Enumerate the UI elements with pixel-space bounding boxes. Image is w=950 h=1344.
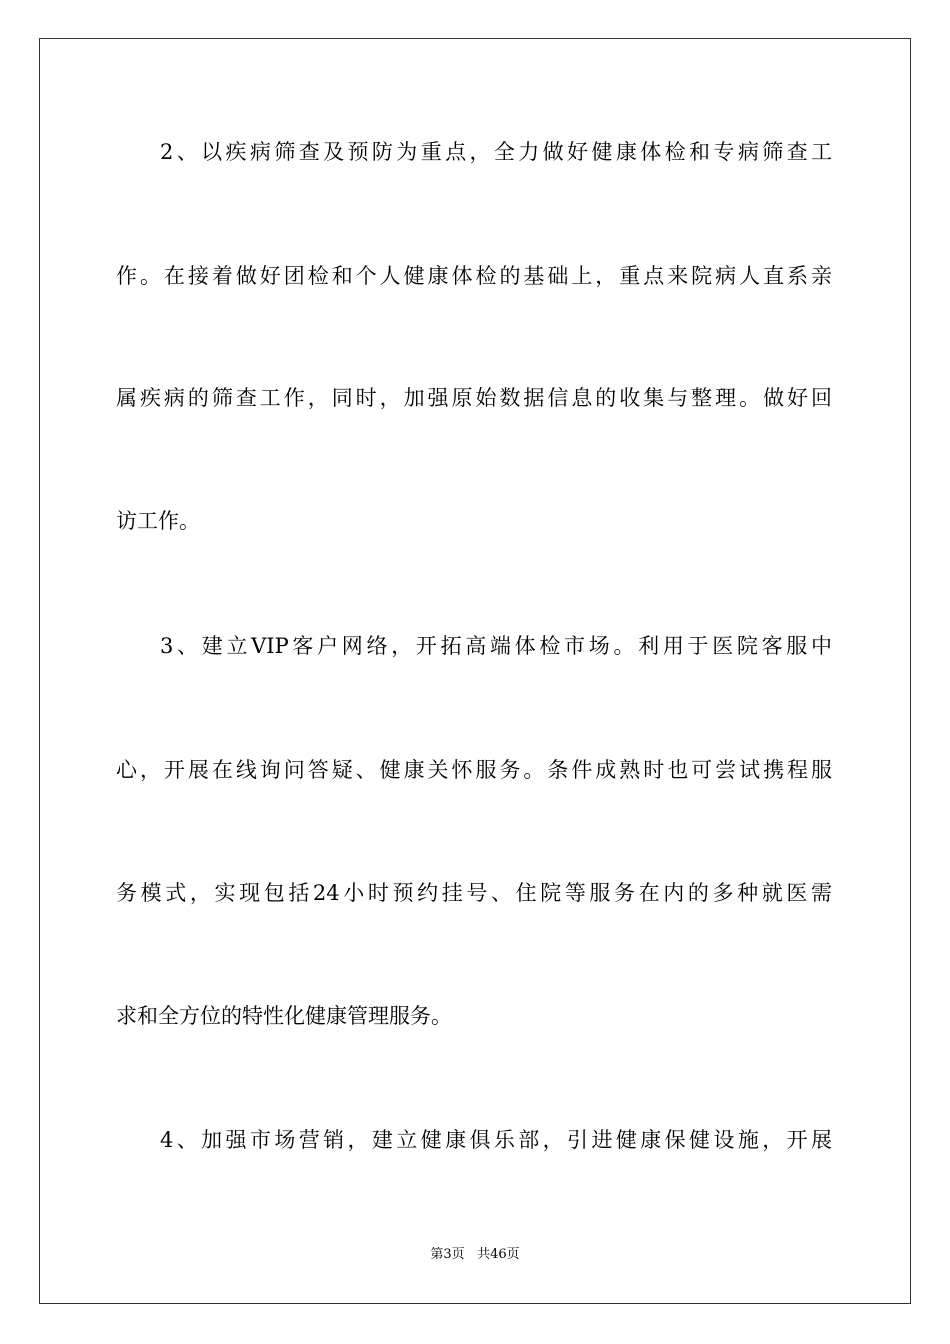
paragraph-3-line-2: 心，开展在线询问答疑、健康关怀服务。条件成熟时也可尝试携程服	[116, 758, 832, 782]
page-number: 第3页	[430, 1247, 465, 1262]
paragraph-2-line-1: 2、以疾病筛查及预防为重点，全力做好健康体检和专病筛查工	[160, 140, 832, 164]
paragraph-2-line-2: 作。在接着做好团检和个人健康体检的基础上，重点来院病人直系亲	[116, 264, 832, 288]
paragraph-3-line-1: 3、建立VIP客户网络，开拓高端体检市场。利用于医院客服中	[160, 634, 832, 658]
paragraph-2-line-3: 属疾病的筛查工作，同时，加强原始数据信息的收集与整理。做好回	[116, 386, 832, 410]
paragraph-4-line-1: 4、加强市场营销，建立健康俱乐部，引进健康保健设施，开展	[160, 1128, 832, 1152]
page-frame	[39, 38, 911, 1304]
paragraph-2-line-4: 访工作。	[116, 509, 200, 533]
paragraph-3-line-4: 求和全方位的特性化健康管理服务。	[116, 1004, 452, 1028]
page-total: 共46页	[477, 1247, 520, 1262]
page-footer	[0, 1246, 950, 1264]
paragraph-3-line-3: 务模式，实现包括24小时预约挂号、住院等服务在内的多种就医需	[116, 881, 832, 905]
